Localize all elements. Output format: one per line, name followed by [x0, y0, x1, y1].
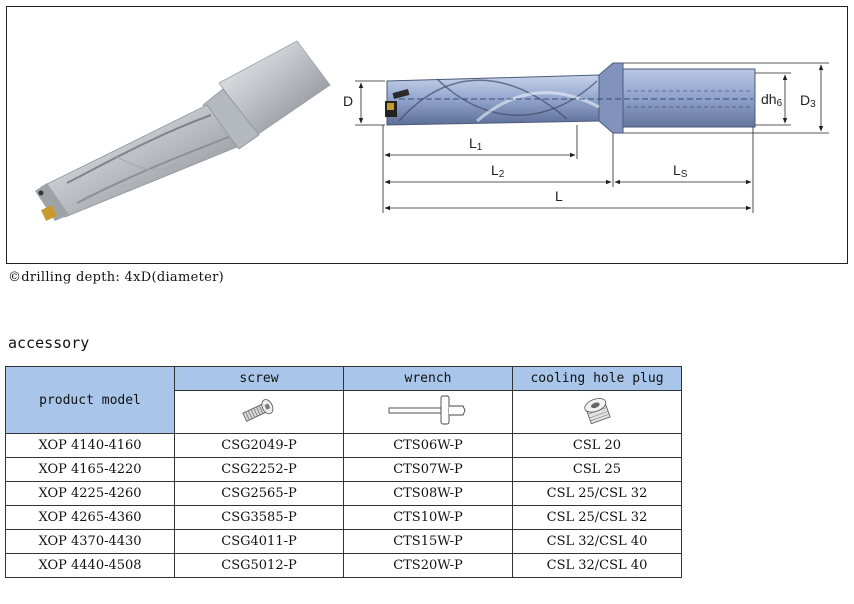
screw-cell: CSG4011-P — [175, 530, 344, 554]
product-model-cell: XOP 4440-4508 — [6, 554, 175, 578]
drill-tech-drawing — [343, 63, 829, 213]
screw-icon-cell — [175, 391, 344, 434]
plug-cell: CSL 32/CSL 40 — [513, 554, 682, 578]
wrench-icon — [385, 392, 471, 428]
header-wrench: wrench — [344, 367, 513, 391]
label-l2: L2 — [491, 162, 505, 180]
drill-figure — [6, 6, 848, 264]
plug-icon-cell — [513, 391, 682, 434]
table-row — [6, 458, 682, 482]
drill-photo — [35, 41, 330, 221]
label-d: D — [343, 93, 354, 109]
product-model-cell: XOP 4225-4260 — [6, 482, 175, 506]
plug-cell: CSL 25/CSL 32 — [513, 482, 682, 506]
product-model-cell: XOP 4265-4360 — [6, 506, 175, 530]
plug-cell: CSL 25/CSL 32 — [513, 506, 682, 530]
plug-cell: CSL 25 — [513, 458, 682, 482]
label-ls: LS — [673, 162, 688, 180]
table-body — [6, 434, 682, 578]
accessory-title: accessory — [8, 334, 90, 352]
wrench-cell: CTS06W-P — [344, 434, 513, 458]
label-l: L — [555, 188, 563, 204]
drilling-depth-caption: ©drilling depth: 4xD(diameter) — [8, 270, 224, 285]
screw-cell: CSG2252-P — [175, 458, 344, 482]
wrench-cell: CTS07W-P — [344, 458, 513, 482]
label-dh6: dh6 — [761, 91, 783, 109]
screw-cell: CSG2049-P — [175, 434, 344, 458]
plug-cell: CSL 20 — [513, 434, 682, 458]
plug-cell: CSL 32/CSL 40 — [513, 530, 682, 554]
screw-cell: CSG2565-P — [175, 482, 344, 506]
drill-drawing — [7, 7, 849, 265]
screw-icon — [237, 393, 281, 427]
table-row — [6, 530, 682, 554]
table-row — [6, 554, 682, 578]
header-screw: screw — [175, 367, 344, 391]
screw-cell: CSG3585-P — [175, 506, 344, 530]
wrench-cell: CTS15W-P — [344, 530, 513, 554]
product-model-cell: XOP 4165-4220 — [6, 458, 175, 482]
product-model-cell: XOP 4370-4430 — [6, 530, 175, 554]
label-l1: L1 — [469, 135, 483, 153]
header-cooling-hole-plug: cooling hole plug — [513, 367, 682, 391]
header-product-model: product model — [6, 367, 175, 434]
wrench-cell: CTS08W-P — [344, 482, 513, 506]
product-model-cell: XOP 4140-4160 — [6, 434, 175, 458]
table-row — [6, 482, 682, 506]
table-header-row — [6, 367, 682, 391]
wrench-cell: CTS20W-P — [344, 554, 513, 578]
table-row — [6, 434, 682, 458]
wrench-icon-cell — [344, 391, 513, 434]
plug-icon — [575, 391, 619, 429]
wrench-cell: CTS10W-P — [344, 506, 513, 530]
screw-cell: CSG5012-P — [175, 554, 344, 578]
table-row — [6, 506, 682, 530]
label-d3: D3 — [800, 92, 816, 110]
accessory-table — [5, 366, 682, 578]
